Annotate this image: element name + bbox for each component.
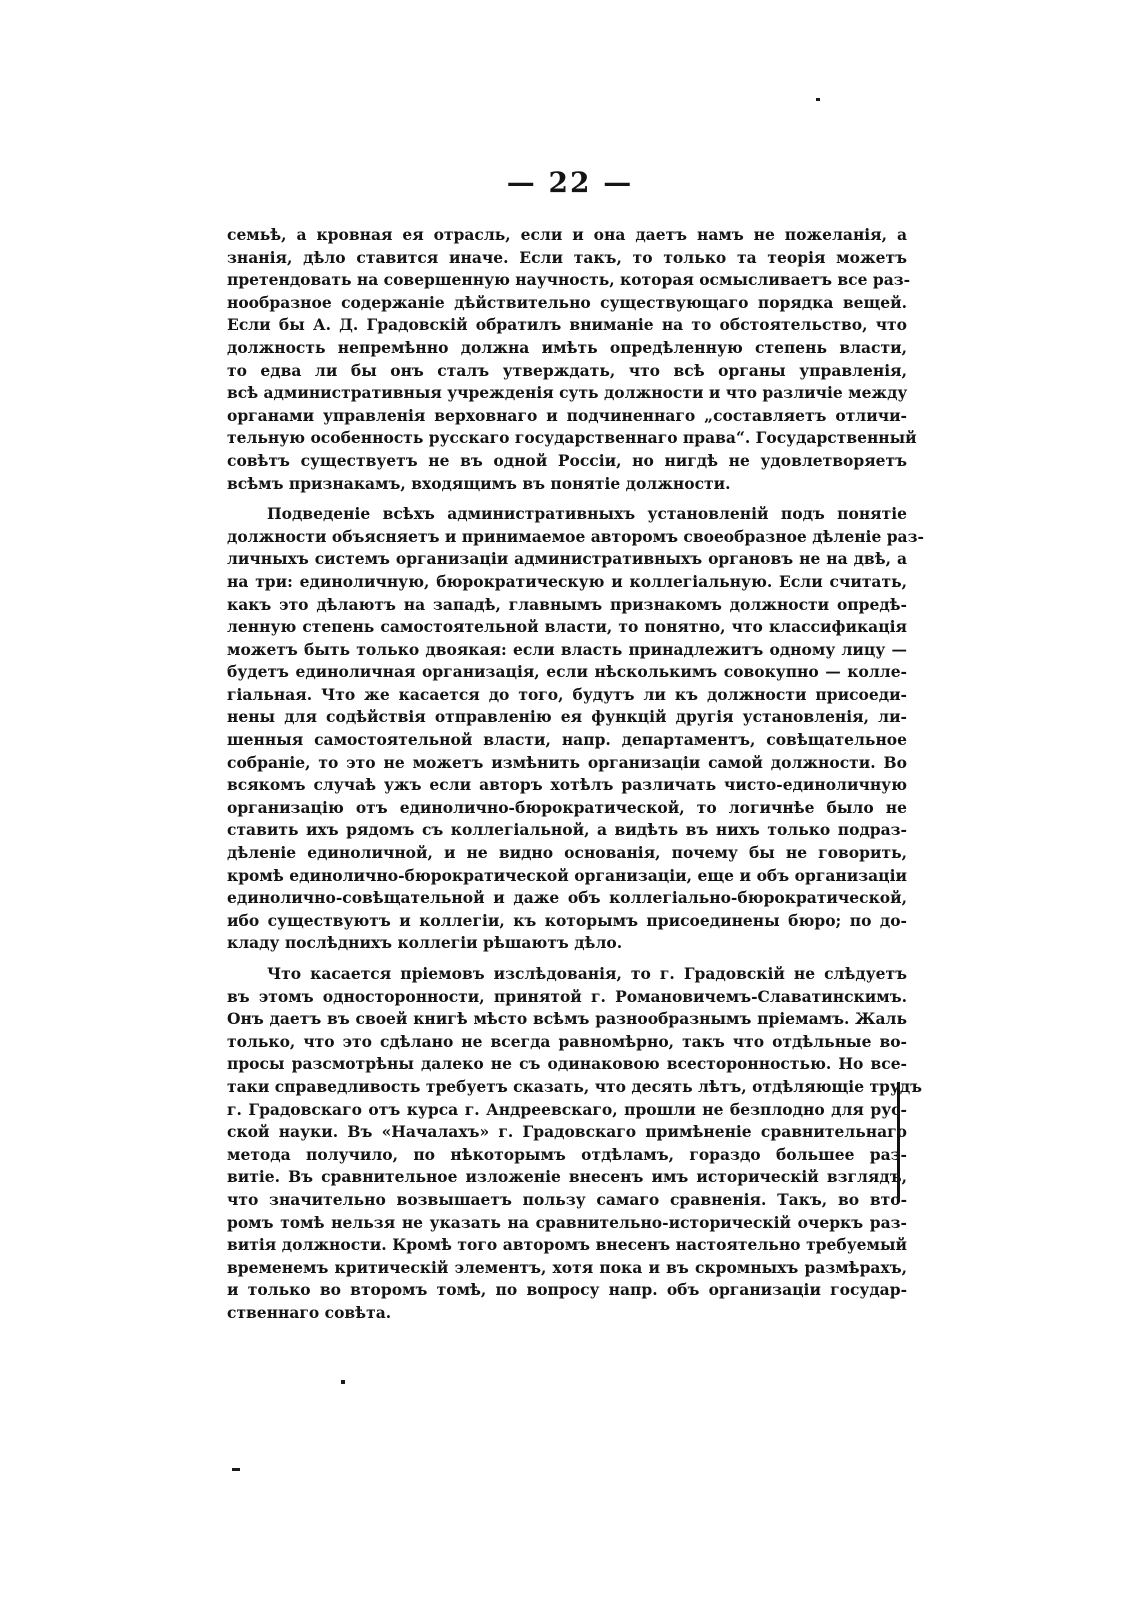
text-line: Если бы А. Д. Градовскій обратилъ вниманіе на то обстоятельство, что [227,315,907,335]
text-line: шенныя самостоятельной власти, напр. департаментъ, совѣщательное [227,730,907,750]
text-line: всѣмъ признакамъ, входящимъ въ понятіе должности. [227,473,731,493]
text-line: Что касается пріемовъ изслѣдованія, то г. Градовскій не слѣдуетъ [267,964,907,983]
text-line: нообразное содержаніе дѣйствительно существующаго порядка вещей. [227,292,907,312]
text-line: кладу послѣднихъ коллегіи рѣшаютъ дѣло. [227,933,623,953]
text-line: должности объясняетъ и принимаемое авторомъ своеобразное дѣленіе раз- [227,526,924,546]
text-line: дѣленіе единоличной, и не видно основанія, почему бы не говорить, [227,843,907,863]
text-line: Онъ даетъ въ своей книгѣ мѣсто всѣмъ разнообразнымъ пріемамъ. Жаль [227,1009,907,1029]
scan-speck-lower [341,1380,345,1384]
paragraph-2 [227,503,924,955]
text-line: собраніе, то это не можетъ измѣнить организаціи самой должности. Во [227,752,907,772]
text-line: единолично-совѣщательной и даже объ коллегіально-бюрократической, [227,888,907,908]
scan-speck-top [816,98,820,101]
text-line: только, что это сдѣлано не всегда равномѣрно, такъ что отдѣльные во- [227,1031,907,1051]
text-line: то едва ли бы онъ сталъ утверждать, что всѣ органы управленія, [227,360,907,380]
text-line: будетъ единоличная организація, если нѣсколькимъ совокупно — колле- [227,662,907,682]
text-line: ской науки. Въ «Началахъ» г. Градовскаго примѣненіе сравнительнаго [227,1122,907,1142]
text-line: ставить ихъ рядомъ съ коллегіальной, а видѣть въ нихъ только подраз- [227,820,907,840]
text-line: личныхъ системъ организаціи административныхъ органовъ не на двѣ, а [227,549,907,569]
text-line: совѣтъ существуетъ не въ одной Россіи, но нигдѣ не удовлетворяетъ [227,450,907,470]
text-line: витіе. Въ сравнительное изложеніе внесенъ имъ историческій взглядъ, [227,1167,907,1187]
text-line: что значительно возвышаетъ пользу самаго сравненія. Такъ, во вто- [227,1189,907,1209]
text-line: ибо существуютъ и коллегіи, къ которымъ присоединены бюро; по до- [227,910,907,930]
text-line: ромъ томѣ нельзя не указать на сравнительно-историческій очеркъ раз- [227,1212,907,1232]
text-line: витія должности. Кромѣ того авторомъ внесенъ настоятельно требуемый [227,1235,907,1255]
text-line: должность непремѣнно должна имѣть опредѣленную степень власти, [227,337,907,357]
text-line: организацію отъ единолично-бюрократической, то логичнѣе было не [227,797,907,817]
paragraph-1 [227,224,917,495]
text-line: всякомъ случаѣ ужъ если авторъ хотѣлъ различать чисто-единоличную [227,775,907,795]
paragraph-3 [227,963,923,1325]
text-line: тельную особенность русскаго государственнаго права“. Государственный [227,428,917,448]
text-line: метода получило, по нѣкоторымъ отдѣламъ, гораздо большее раз- [227,1144,907,1164]
text-line: семьѣ, а кровная ея отрасль, если и она даетъ намъ не пожеланія, а [227,225,907,244]
text-line: кромѣ единолично-бюрократической организаціи, еще и объ организаціи [227,865,907,885]
scan-speck-bottom [232,1468,240,1471]
text-line: таки справедливость требуетъ сказать, что десять лѣтъ, отдѣляющіе трудъ [227,1076,923,1096]
text-line: можетъ быть только двоякая: если власть принадлежитъ одному лицу — [227,639,907,659]
text-column [227,224,924,1325]
text-line: знанія, дѣло ставится иначе. Если такъ, то только та теорія можетъ [227,247,907,267]
text-line: ственнаго совѣта. [227,1302,392,1322]
text-line: претендовать на совершенную научность, которая осмысливаетъ все раз- [227,270,911,290]
text-line: органами управленія верховнаго и подчиненнаго „составляетъ отличи- [227,405,907,425]
text-line: г. Градовскаго отъ курса г. Андреевскаго, прошли не безплодно для рус- [227,1099,907,1119]
text-line: на три: единоличную, бюрократическую и коллегіальную. Если считать, [227,571,907,591]
text-line: просы разсмотрѣны далеко не съ одинаковою всесторонностью. Но все- [227,1054,907,1074]
text-line: какъ это дѣлаютъ на западѣ, главнымъ признакомъ должности опредѣ- [227,594,907,614]
text-line: гіальная. Что же касается до того, будутъ ли къ должности присоеди- [227,684,907,704]
text-line: Подведеніе всѣхъ административныхъ установленій подъ понятіе [267,504,907,524]
text-line: временемъ критическій элементъ, хотя пока и въ скромныхъ размѣрахъ, [227,1257,907,1277]
text-line: ленную степень самостоятельной власти, то понятно, что классификація [227,617,907,637]
text-line: всѣ административныя учрежденія суть должности и что различіе между [227,383,908,403]
text-line: въ этомъ односторонности, принятой г. Романовичемъ-Славатинскимъ. [227,986,907,1006]
text-line: нены для содѣйствія отправленію ея функцій другія установленія, ли- [227,707,907,727]
text-line: и только во второмъ томѣ, по вопросу напр. объ организаціи государ- [227,1280,907,1300]
page-number: — 22 — [506,166,634,199]
